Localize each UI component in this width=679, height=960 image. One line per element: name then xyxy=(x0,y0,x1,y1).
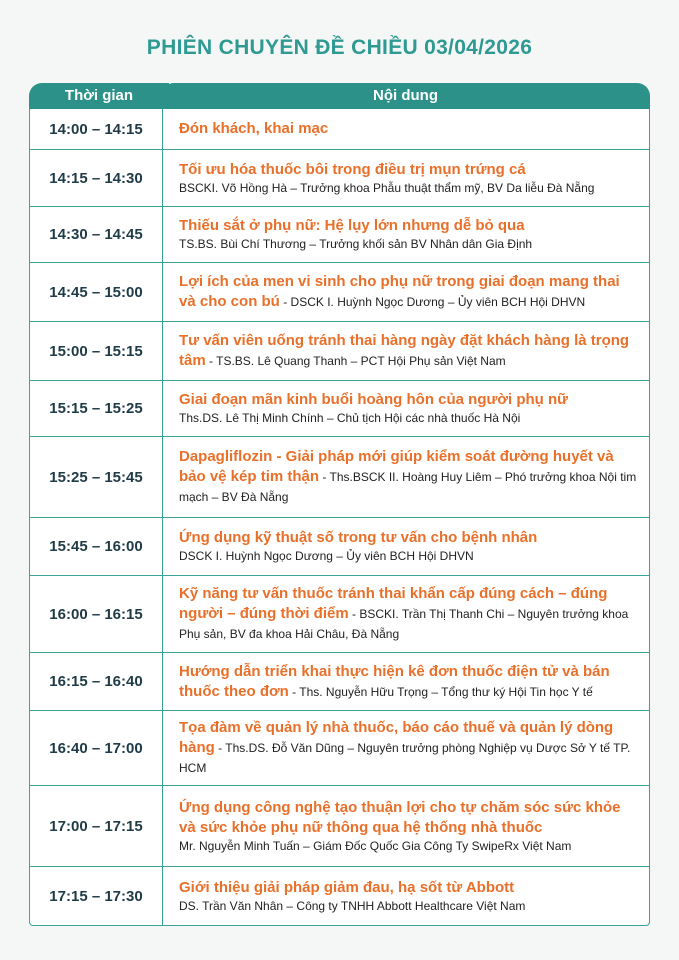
table-body xyxy=(29,109,650,926)
talk-title: Dapagliflozin - Giải pháp mới giúp kiểm soát đường huyết và bảo vệ kép tim thận xyxy=(179,448,614,485)
speaker: DSCK I. Huỳnh Ngọc Dương – Ủy viên BCH Hội DHVN xyxy=(179,549,474,563)
talk-title: Tọa đàm về quản lý nhà thuốc, báo cáo thuế và quản lý dòng hàng xyxy=(179,719,614,756)
talk-title: Tối ưu hóa thuốc bôi trong điều trị mụn trứng cá xyxy=(179,160,526,178)
content-cell xyxy=(163,786,649,866)
speaker: Ths.DS. Lê Thị Minh Chính – Chủ tịch Hội các nhà thuốc Hà Nội xyxy=(179,411,521,425)
talk-title: Giới thiệu giải pháp giảm đau, hạ sốt từ Abbott xyxy=(179,878,515,896)
content-cell xyxy=(163,437,649,517)
talk-title: Ứng dụng kỹ thuật số trong tư vấn cho bệnh nhân xyxy=(179,529,538,546)
table-row xyxy=(30,710,649,785)
table-row xyxy=(30,517,649,575)
content-cell xyxy=(163,867,649,925)
content-cell xyxy=(163,207,649,262)
time-cell: 15:00 – 15:15 xyxy=(30,322,163,380)
speaker: TS.BS. Bùi Chí Thương – Trưởng khối sản BV Nhân dân Gia Định xyxy=(179,237,533,251)
talk-title: Ứng dụng công nghệ tạo thuận lợi cho tự chăm sóc sức khỏe và sức khỏe phụ nữ thông qua hệ thống nhà thuốc xyxy=(179,798,621,836)
time-cell: 16:00 – 16:15 xyxy=(30,576,163,652)
content-cell xyxy=(163,109,649,149)
speaker: DS. Trần Văn Nhân – Công ty TNHH Abbott Healthcare Việt Nam xyxy=(179,898,526,913)
speaker: - Ths.BSCK II. Hoàng Huy Liêm – Phó trưởng khoa Nội tim mạch – BV Đà Nẵng xyxy=(179,470,637,504)
talk-title: Kỹ năng tư vấn thuốc tránh thai khẩn cấp đúng cách – đúng người – đúng thời điểm xyxy=(179,585,608,622)
time-cell: 14:30 – 14:45 xyxy=(30,207,163,262)
content-cell xyxy=(163,518,649,575)
time-cell: 15:15 – 15:25 xyxy=(30,381,163,436)
content-cell xyxy=(163,711,649,785)
content-cell xyxy=(163,322,649,380)
table-row xyxy=(30,436,649,517)
table-row xyxy=(30,149,649,206)
table-row xyxy=(30,575,649,652)
speaker: - TS.BS. Lê Quang Thanh – PCT Hội Phụ sản Việt Nam xyxy=(205,354,506,368)
talk-title: Giai đoạn mãn kinh buổi hoàng hôn của người phụ nữ xyxy=(179,391,569,408)
time-cell: 16:15 – 16:40 xyxy=(30,653,163,710)
speaker: - DSCK I. Huỳnh Ngọc Dương – Ủy viên BCH Hội DHVN xyxy=(279,295,586,309)
table-row xyxy=(30,652,649,710)
speaker: - BSCKI. Trần Thị Thanh Chi – Nguyên trưởng khoa Phụ sản, BV đa khoa Hải Châu, Đà Nẵng xyxy=(179,607,629,641)
time-cell: 14:00 – 14:15 xyxy=(30,109,163,149)
talk-title: Lợi ích của men vi sinh cho phụ nữ trong giai đoạn mang thai và cho con bú xyxy=(179,273,620,310)
table-row xyxy=(30,785,649,866)
time-cell: 14:45 – 15:00 xyxy=(30,263,163,321)
page-title: PHIÊN CHUYÊN ĐỀ CHIỀU 03/04/2026 xyxy=(146,36,533,59)
table-row xyxy=(30,206,649,262)
content-cell xyxy=(163,263,649,321)
talk-title: Đón khách, khai mạc xyxy=(179,120,329,137)
table-header xyxy=(29,83,650,109)
content-cell xyxy=(163,653,649,710)
table-row xyxy=(30,321,649,380)
table-row xyxy=(30,866,649,925)
talk-title: Tư vấn viên uống tránh thai hàng ngày đặt khách hàng là trọng tâm xyxy=(179,332,630,369)
time-cell: 16:40 – 17:00 xyxy=(30,711,163,785)
talk-title: Hướng dẫn triển khai thực hiện kê đơn thuốc điện tử và bán thuốc theo đơn xyxy=(179,662,610,700)
content-cell xyxy=(163,150,649,206)
time-cell: 17:15 – 17:30 xyxy=(30,867,163,925)
table-row xyxy=(30,109,649,149)
speaker: - Ths.DS. Đỗ Văn Dũng – Nguyên trưởng phòng Nghiệp vụ Dược Sở Y tế TP. HCM xyxy=(179,741,631,775)
header-content: Nội dung xyxy=(161,83,650,109)
content-cell xyxy=(163,576,649,652)
time-cell: 17:00 – 17:15 xyxy=(30,786,163,866)
table-row xyxy=(30,262,649,321)
talk-title: Thiếu sắt ở phụ nữ: Hệ lụy lớn nhưng dễ bỏ qua xyxy=(179,217,525,234)
table-row xyxy=(30,380,649,436)
agenda-table xyxy=(29,83,650,926)
time-cell: 15:25 – 15:45 xyxy=(30,437,163,517)
speaker: Mr. Nguyễn Minh Tuấn – Giám Đốc Quốc Gia Công Ty SwipeRx Việt Nam xyxy=(179,838,572,853)
speaker: BSCKI. Võ Hồng Hà – Trưởng khoa Phẫu thuật thẩm mỹ, BV Da liễu Đà Nẵng xyxy=(179,180,595,195)
content-cell xyxy=(163,381,649,436)
speaker: - Ths. Nguyễn Hữu Trọng – Tổng thư ký Hội Tin học Y tế xyxy=(288,684,593,699)
header-time: Thời gian xyxy=(29,83,169,109)
time-cell: 15:45 – 16:00 xyxy=(30,518,163,575)
time-cell: 14:15 – 14:30 xyxy=(30,150,163,206)
